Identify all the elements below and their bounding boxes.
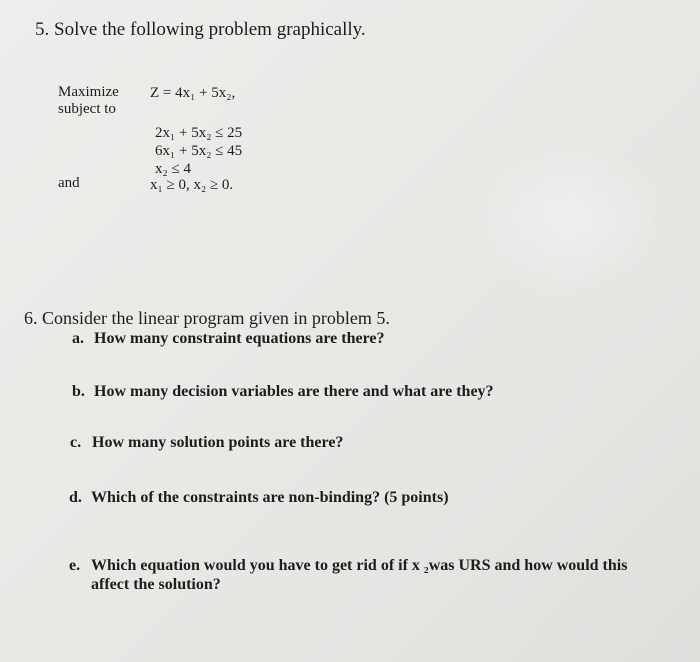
question-6a	[72, 330, 385, 348]
question-6b-text: How many decision variables are there and what are they?	[94, 383, 494, 400]
constraint-1: 2x₁ + 5x₂ ≤ 25	[155, 125, 243, 141]
question-6e-letter: e.	[69, 557, 81, 574]
maximize-label: Maximize	[58, 84, 119, 100]
question-6e-text: Which equation would you have to get rid of if x ₂was URS and how would this	[91, 557, 628, 574]
subject-to-label: subject to	[58, 101, 116, 117]
question-6c	[70, 434, 343, 452]
objective-function: Z = 4x₁ + 5x₂,	[150, 85, 236, 101]
question-6e	[69, 557, 627, 575]
question-6e-continuation: affect the solution?	[91, 576, 221, 593]
paper-glare	[470, 140, 670, 300]
question-6b-letter: b.	[72, 383, 85, 400]
and-label: and	[58, 175, 80, 191]
question-6a-text: How many constraint equations are there?	[94, 330, 385, 347]
question-6c-letter: c.	[70, 434, 82, 451]
constraint-3: x₂ ≤ 4	[155, 161, 191, 177]
question-6d	[69, 489, 449, 507]
nonnegativity-constraint: x₁ ≥ 0, x₂ ≥ 0.	[150, 177, 234, 193]
problem-5-title: 5. Solve the following problem graphically.	[35, 19, 366, 40]
question-6d-text: Which of the constraints are non-binding? (5 points)	[91, 489, 449, 506]
question-6c-text: How many solution points are there?	[92, 434, 344, 451]
constraint-2: 6x₁ + 5x₂ ≤ 45	[155, 143, 243, 159]
question-6d-letter: d.	[69, 489, 82, 506]
problem-6-title: 6. Consider the linear program given in problem 5.	[24, 308, 390, 328]
question-6b	[72, 383, 494, 401]
question-6a-letter: a.	[72, 330, 84, 347]
